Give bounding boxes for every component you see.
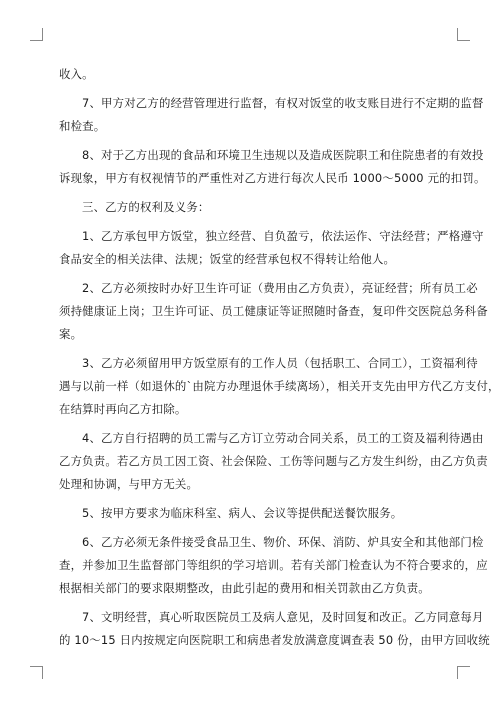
text-line: 5、按甲方要求为临床科室、病人、会议等提供配送餐饮服务。: [82, 506, 403, 520]
crop-mark-top-left: [30, 28, 43, 41]
text-line: 根据相关部门的要求限期整改，由此引起的费用和相关罚款由乙方负责。: [59, 581, 430, 595]
text-line: 1、乙方承包甲方饭堂，独立经营、自负盈亏，依法运作、守法经营；严格遵守: [82, 229, 484, 243]
paragraph: [59, 63, 451, 86]
text-line: 和检查。: [59, 119, 106, 133]
crop-mark-bottom-left: [30, 666, 43, 679]
paragraph: [59, 502, 451, 525]
crop-mark-top-right: [457, 28, 470, 41]
document-body: [59, 63, 500, 658]
text-line: 收入。: [59, 67, 94, 81]
text-line: 3、乙方必须留用甲方饭堂原有的工作人员（包括职工、合同工），工资福利待: [82, 356, 478, 370]
text-line: 须持健康证上岗；卫生许可证、员工健康证等证照随时备查，复印件交医院总务科备: [59, 304, 488, 318]
text-line: 案。: [59, 327, 83, 341]
text-line: 诉现象，甲方有权视情节的严重性对乙方进行每次人民币 1000～5000 元的扣罚。: [59, 171, 486, 185]
text-line: 食品安全的相关法律、法规；饭堂的经营承包权不得转让给他人。: [59, 252, 396, 266]
paragraph: [59, 427, 488, 496]
paragraph: [59, 352, 500, 421]
text-line: 6、乙方必须无条件接受食品卫生、物价、环保、消防、炉具安全和其他部门检: [82, 535, 484, 549]
paragraph: [59, 531, 488, 600]
text-line: 2、乙方必须按时办好卫生许可证（费用由乙方负责），亮证经营；所有员工必: [82, 281, 478, 295]
paragraph: [59, 144, 486, 190]
paragraph: [59, 196, 451, 219]
text-line: 处理和协调，与甲方无关。: [59, 477, 199, 491]
text-line: 的 10～15 日内按规定向医院职工和病患者发放满意度调查表 50 份，由甲方回收统: [59, 633, 490, 647]
text-line: 7、文明经营，真心听取医院员工及病人意见，及时回复和改正。乙方同意每月: [82, 610, 484, 624]
text-line: 遇与以前一样（如退休的`由院方办理退休手续离场），相关开支先由甲方代乙方支付，: [59, 379, 500, 393]
paragraph: [59, 92, 484, 138]
crop-mark-bottom-right: [457, 666, 470, 679]
text-line: 查，并参加卫生监督部门等组织的学习培训。若有关部门检查认为不符合要求的，应: [59, 558, 488, 572]
paragraph: [59, 225, 484, 271]
text-line: 4、乙方自行招聘的员工需与乙方订立劳动合同关系，员工的工资及福利待遇由: [82, 431, 484, 445]
text-line: 乙方负责。若乙方员工因工资、社会保险、工伤等问题与乙方发生纠纷，由乙方负责: [59, 454, 488, 468]
text-line: 在结算时再向乙方扣除。: [59, 402, 187, 416]
paragraph: [59, 277, 488, 346]
paragraph: [59, 606, 490, 652]
text-line: 8、对于乙方出现的食品和环境卫生违规以及造成医院职工和住院患者的有效投: [82, 148, 484, 162]
text-line: 三、乙方的权利及义务：: [82, 200, 210, 214]
text-line: 7、甲方对乙方的经营管理进行监督，有权对饭堂的收支账目进行不定期的监督: [82, 96, 484, 110]
